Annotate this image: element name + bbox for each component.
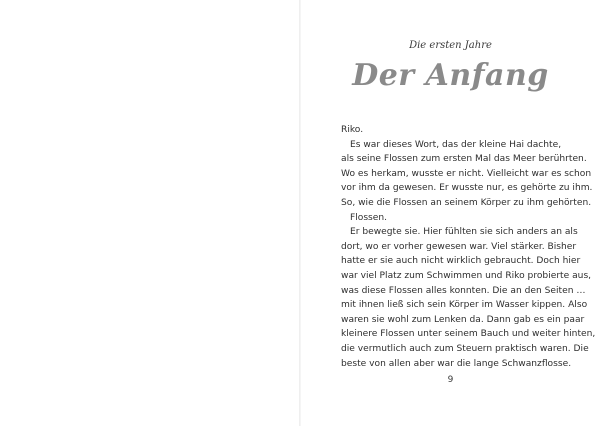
text-line: Riko. (341, 125, 364, 135)
text-line: beste von allen aber war die lange Schwanzflosse. (341, 358, 572, 369)
text-line: dort, wo er vorher gewesen war. Viel stärker. Bisher (341, 241, 577, 252)
text-line: kleinere Flossen unter seinem Bauch und weiter hinten, (341, 329, 596, 340)
text-line: vor ihm da gewesen. Er wusste nur, es gehörte zu ihm. (341, 183, 593, 194)
text-line: mit ihnen ließ sich sein Körper im Wasser kippen. Also (341, 300, 588, 311)
left-page (0, 0, 299, 426)
page-number: 9 (447, 375, 454, 385)
text-line: So, wie die Flossen an seinem Körper zu ihm gehörten. (341, 197, 592, 208)
text-line: was diese Flossen alles konnten. Die an den Seiten … (341, 285, 586, 296)
text-line: die vermutlich auch zum Steuern praktisch waren. Die (341, 343, 589, 354)
chapter-title: Der Anfang (352, 58, 549, 93)
text-line: Wo es herkam, wusste er nicht. Vielleicht war es schon (341, 168, 592, 179)
text-line: waren sie wohl zum Lenken da. Dann gab es ein paar (341, 314, 585, 325)
text-line: war viel Platz zum Schwimmen und Riko probierte aus, (341, 270, 592, 281)
right-page (301, 0, 600, 426)
text-line: Es war dieses Wort, das der kleine Hai dachte, (350, 139, 562, 150)
text-line: Er bewegte sie. Hier fühlten sie sich anders an als (350, 227, 578, 238)
text-line: Flossen. (350, 212, 388, 223)
text-line: als seine Flossen zum ersten Mal das Meer berührten. (341, 154, 587, 165)
body-text (341, 123, 596, 371)
chapter-label: Die ersten Jahre (409, 40, 492, 51)
text-line: hatte er sie auch nicht wirklich gebraucht. Doch hier (341, 256, 581, 267)
